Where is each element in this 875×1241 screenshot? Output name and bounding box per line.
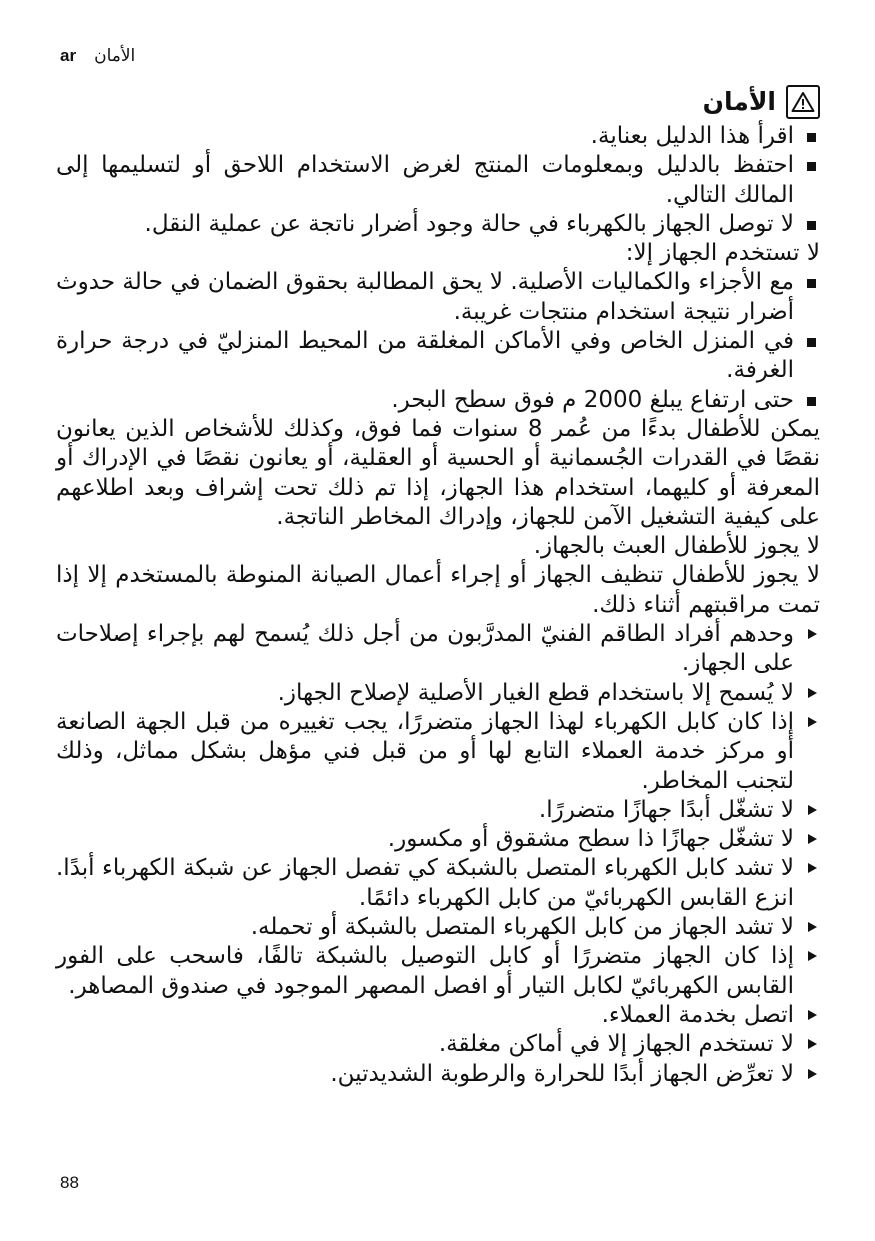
usage-conditions-list [56, 268, 820, 414]
warning-icon [786, 85, 820, 119]
page-header [60, 46, 135, 66]
list-item: لا تشد كابل الكهرباء المتصل بالشبكة كي تفصل الجهاز عن شبكة الكهرباء أبدًا. انزع القابس الكهربائيّ من كابل الكهرباء دائمًا. [56, 854, 820, 913]
list-item: لا تشغّل جهازًا ذا سطح مشقوق أو مكسور. [56, 825, 820, 854]
list-item: لا تعرِّض الجهاز أبدًا للحرارة والرطوبة الشديدتين. [56, 1060, 820, 1089]
list-item: إذا كان الجهاز متضررًا أو كابل التوصيل بالشبكة تالفًا، فاسحب على الفور القابس الكهربائيّ لكابل التيار أو افصل المصهر الموجود في صندوق المصاهر. [56, 942, 820, 1001]
list-item: لا تشد الجهاز من كابل الكهرباء المتصل بالشبكة أو تحمله. [56, 913, 820, 942]
general-safety-list [56, 122, 820, 239]
list-item: إذا كان كابل الكهرباء لهذا الجهاز متضررًا، يجب تغييره من قبل الجهة الصانعة أو مركز خدمة العملاء التابع لها أو من قبل فني مؤهل بشكل مماثل، وذلك لتجنب المخاطر. [56, 708, 820, 796]
list-item: في المنزل الخاص وفي الأماكن المغلقة من المحيط المنزليّ في درجة حرارة الغرفة. [56, 327, 820, 386]
children-play-paragraph: لا يجوز للأطفال العبث بالجهاز. [533, 533, 820, 560]
list-item: اقرأ هذا الدليل بعناية. [56, 122, 820, 151]
section-name: الأمان [94, 46, 136, 66]
list-item: حتى ارتفاع يبلغ 2000 م فوق سطح البحر. [56, 386, 820, 415]
list-item: لا توصل الجهاز بالكهرباء في حالة وجود أضرار ناتجة عن عملية النقل. [56, 210, 820, 239]
section-title [56, 84, 820, 120]
safety-content [56, 84, 820, 1089]
list-item: لا يُسمح إلا باستخدام قطع الغيار الأصلية لإصلاح الجهاز. [56, 679, 820, 708]
list-item: احتفظ بالدليل وبمعلومات المنتج لغرض الاستخدام اللاحق أو لتسليمها إلى المالك التالي. [56, 151, 820, 210]
page-number: 88 [60, 1173, 79, 1192]
children-cleaning-paragraph: لا يجوز للأطفال تنظيف الجهاز أو إجراء أعمال الصيانة المنوطة بالمستخدم إلا إذا تمت مراقبتهم أثناء ذلك. [56, 562, 820, 618]
warnings-list [56, 620, 820, 1089]
children-paragraph: يمكن للأطفال بدءًا من عُمر 8 سنوات فما فوق، وكذلك للأشخاص الذين يعانون نقصًا في القدرات الجُسمانية أو الحسية أو العقلية، أو يعانون نقصًا في الإدراك أو المعرفة أو كليهما، استخدام هذا الجهاز، إذا تم ذلك تحت إشراف وبعد اطلاعهم على كيفية التشغيل الآمن للجهاز، وإدراك المخاطر الناتجة. [56, 415, 820, 530]
list-item: وحدهم أفراد الطاقم الفنيّ المدرَّبون من أجل ذلك يُسمح لهم بإجراء إصلاحات على الجهاز. [56, 620, 820, 679]
list-item: لا تشغّل أبدًا جهازًا متضررًا. [56, 796, 820, 825]
title-text: الأمان [702, 87, 776, 117]
list-item: مع الأجزاء والكماليات الأصلية. لا يحق المطالبة بحقوق الضمان في حالة حدوث أضرار نتيجة استخدام منتجات غريبة. [56, 268, 820, 327]
list-item: اتصل بخدمة العملاء. [56, 1001, 820, 1030]
usage-intro: لا تستخدم الجهاز إلا: [625, 240, 820, 267]
list-item: لا تستخدم الجهاز إلا في أماكن مغلقة. [56, 1030, 820, 1059]
language-code: ar [60, 46, 77, 65]
